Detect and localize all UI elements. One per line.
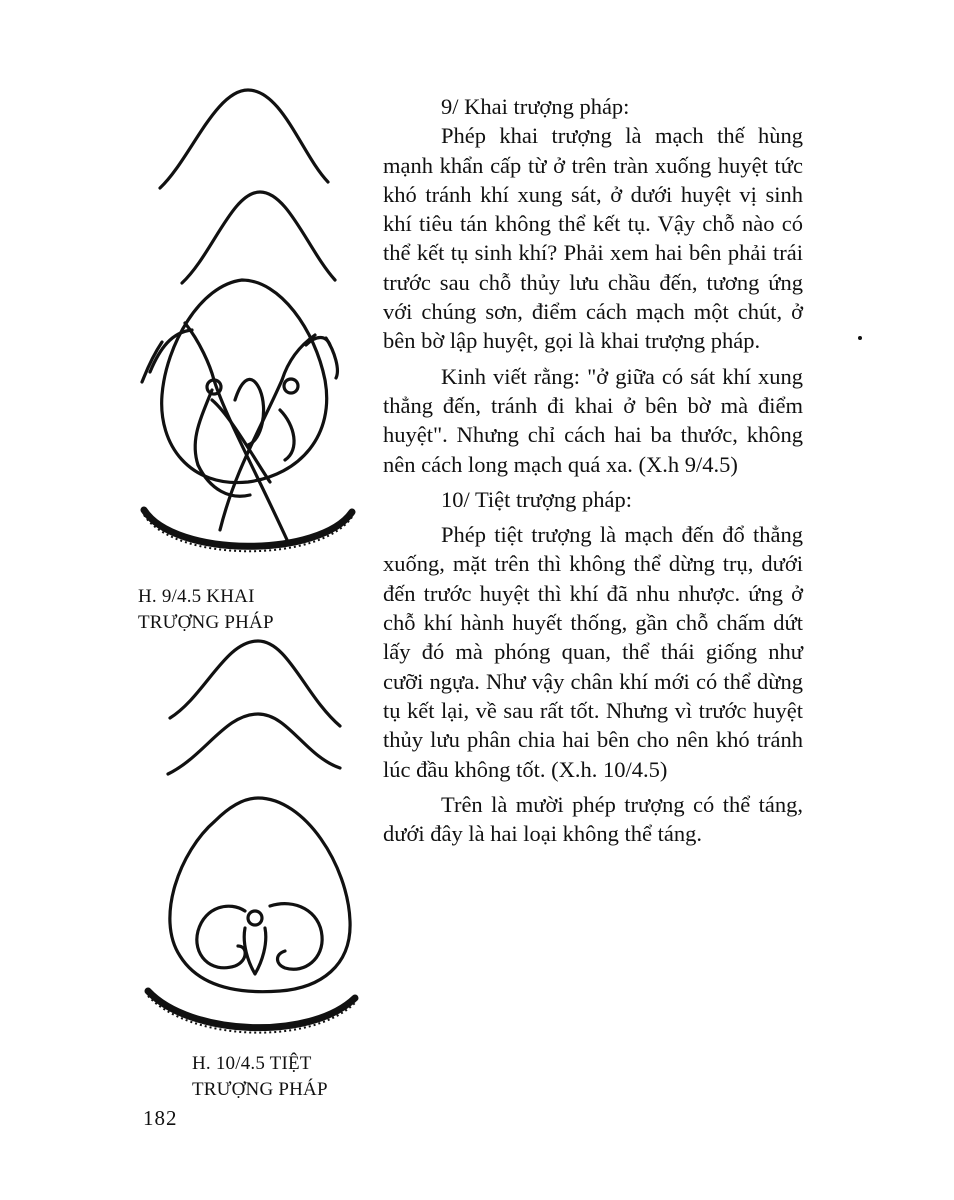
section-heading: 10/ Tiệt trượng pháp:: [441, 486, 632, 512]
figure-caption-2: [192, 1049, 328, 1105]
caption-line: H. 9/4.5 KHAI: [138, 586, 255, 607]
closing-paragraph: Trên là mười phép trượng có thể táng, dưới đây là hai loại không thể táng.: [383, 791, 803, 847]
paragraph: Phép tiệt trượng là mạch đến đổ thẳng xuống, mặt trên thì không thể dừng trụ, dưới đến trước huyệt thì khí đã nhu nhược. ứng ở chỗ khí hành huyết thống, gần chỗ chấm dứt lấy đó mà phóng quan, thể thái giống như cưỡi ngựa. Như vậy chân khí mới có thể dừng tụ kết lại, về sau rất tốt. Nhưng vì trước huyệt thủy lưu phân chia hai bên cho nên khó tránh lúc đầu không tốt. (X.h. 10/4.5): [383, 522, 803, 782]
stray-mark: [858, 336, 862, 340]
page-number: 182: [143, 1106, 178, 1130]
caption-line: H. 10/4.5 TIỆT: [192, 1053, 312, 1074]
section-heading: 9/ Khai trượng pháp:: [441, 94, 630, 119]
khai-truong-phap-diagram-icon: [130, 80, 370, 560]
caption-line: TRƯỢNG PHÁP: [138, 612, 274, 633]
tiet-truong-phap-diagram-icon: [130, 636, 370, 1056]
main-text: [383, 92, 803, 848]
figure-khai-truong-phap: [130, 80, 370, 560]
figure-caption-1: [138, 582, 274, 638]
figure-tiet-truong-phap: [130, 636, 370, 1056]
caption-line: TRƯỢNG PHÁP: [192, 1079, 328, 1100]
paragraph: Phép khai trượng là mạch thế hùng mạnh khẩn cấp từ ở trên tràn xuống huyệt tức khó tránh khí xung sát, ở dưới huyệt vị sinh khí tiêu tán không thể kết tụ. Vậy chỗ nào có thể kết tụ sinh khí? Phải xem hai bên phải trái trước sau chỗ thủy lưu chầu đến, tương ứng với chúng sơn, điểm cách mạch một chút, ở bên bờ lập huyệt, gọi là khai trượng pháp.: [383, 123, 803, 354]
paragraph: Kinh viết rằng: "ở giữa có sát khí xung thẳng đến, tránh đi khai ở bên bờ mà điểm huyệt". Nhưng chỉ cách hai ba thước, không nên cách long mạch quá xa. (X.h 9/4.5): [383, 363, 803, 477]
